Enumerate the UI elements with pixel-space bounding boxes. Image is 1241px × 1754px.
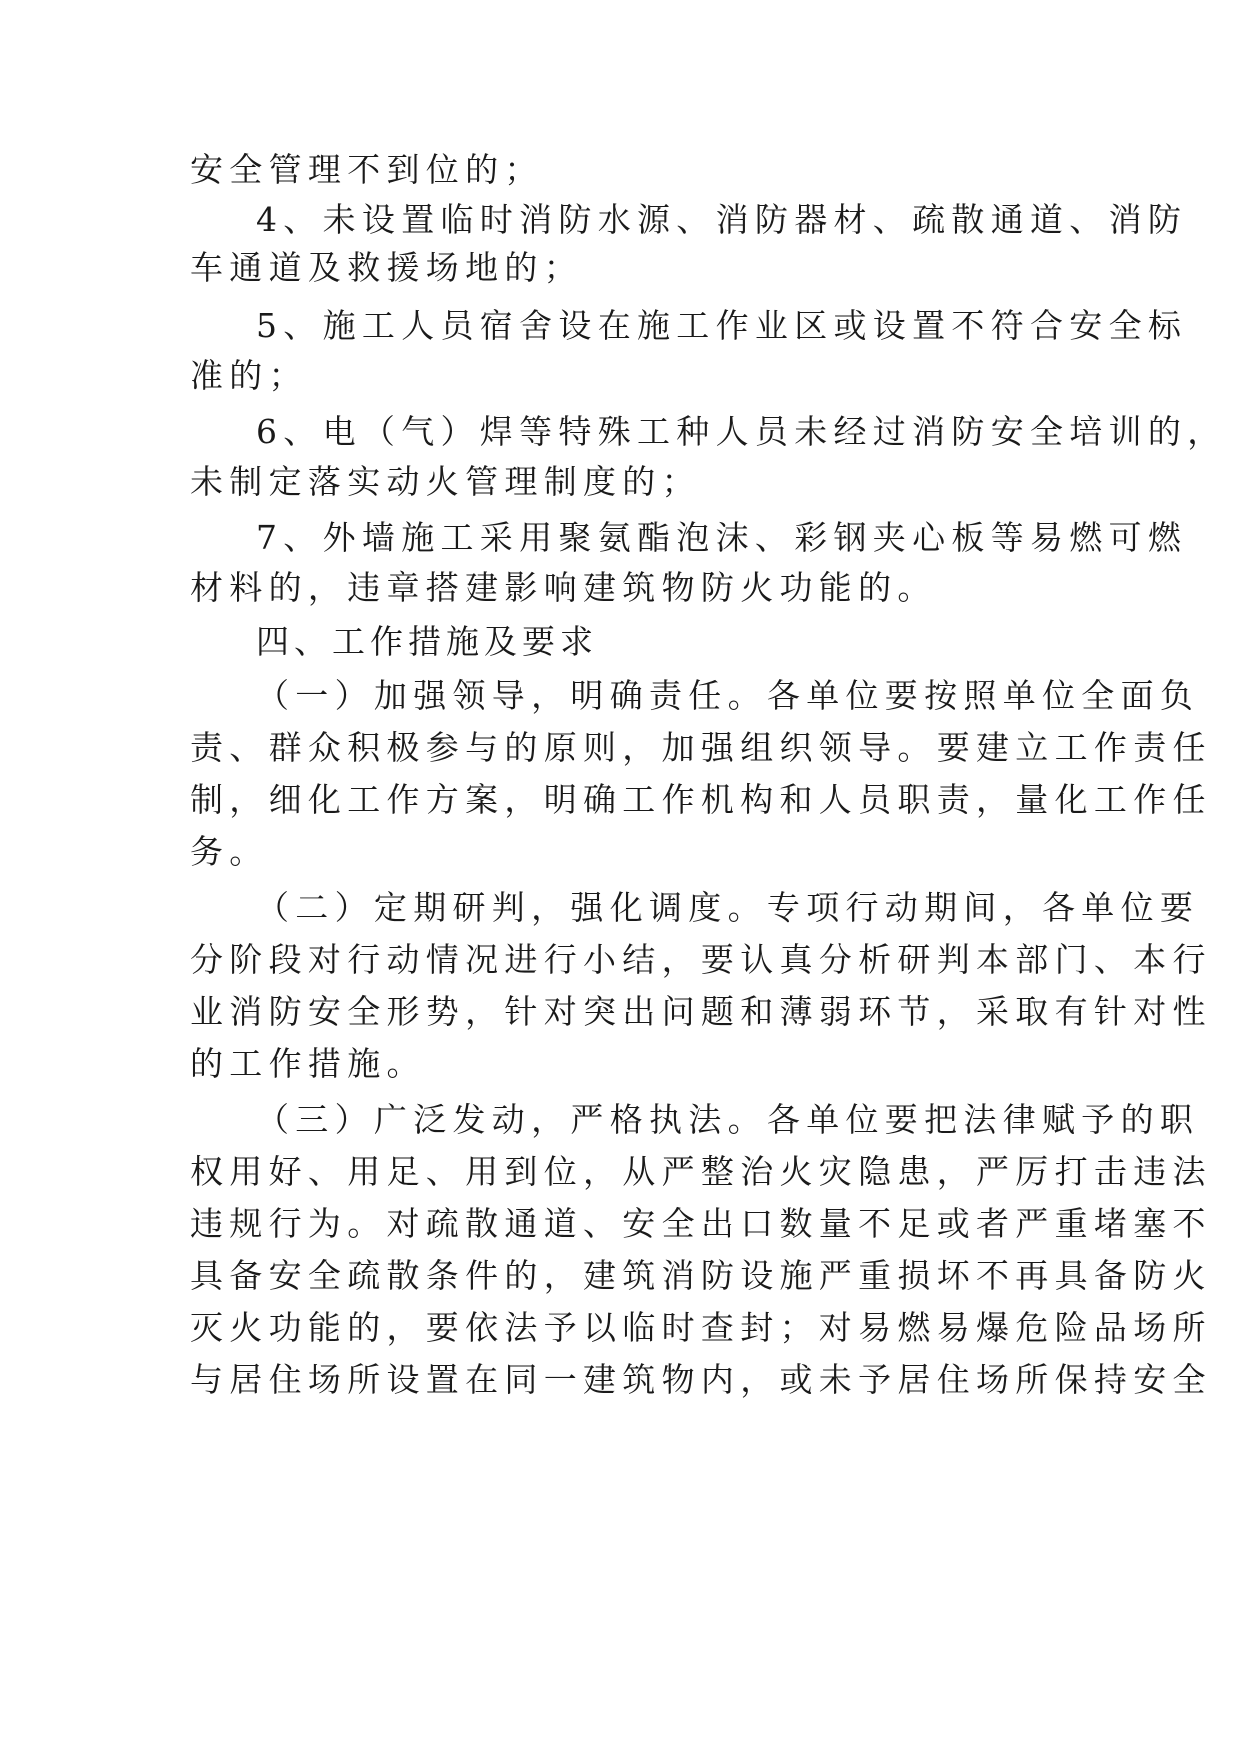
text-line: 责、群众积极参与的原则，加强组织领导。要建立工作责任 [190, 728, 1212, 767]
text-line: 制，细化工作方案，明确工作机构和人员职责，量化工作任 [190, 780, 1212, 819]
text-line: 分阶段对行动情况进行小结，要认真分析研判本部门、本行 [190, 940, 1212, 979]
text-line: 权用好、用足、用到位，从严整治火灾隐患，严厉打击违法 [190, 1152, 1212, 1191]
text-line: 具备安全疏散条件的，建筑消防设施严重损坏不再具备防火 [190, 1256, 1212, 1295]
text-line: 4、未设置临时消防水源、消防器材、疏散通道、消防 [256, 200, 1188, 239]
text-line: 灭火功能的，要依法予以临时查封；对易燃易爆危险品场所 [190, 1308, 1212, 1347]
text-line: 违规行为。对疏散通道、安全出口数量不足或者严重堵塞不 [190, 1204, 1212, 1243]
text-line: 与居住场所设置在同一建筑物内，或未予居住场所保持安全 [190, 1360, 1212, 1399]
text-line: （一）加强领导，明确责任。各单位要按照单位全面负 [256, 676, 1200, 715]
text-line: 未制定落实动火管理制度的； [190, 462, 701, 501]
text-line: 7、外墙施工采用聚氨酯泡沫、彩钢夹心板等易燃可燃 [256, 518, 1188, 557]
text-line: 5、施工人员宿舍设在施工作业区或设置不符合安全标 [256, 306, 1188, 345]
text-line: 6、电（气）焊等特殊工种人员未经过消防安全培训的， [256, 412, 1227, 451]
text-line: （三）广泛发动，严格执法。各单位要把法律赋予的职 [256, 1100, 1200, 1139]
text-line: 的工作措施。 [190, 1044, 426, 1083]
section-heading: 四、工作措施及要求 [256, 622, 598, 661]
text-line: 业消防安全形势，针对突出问题和薄弱环节，采取有针对性 [190, 992, 1212, 1031]
text-line: 车通道及救援场地的； [190, 248, 583, 287]
text-line: 安全管理不到位的； [190, 150, 544, 189]
text-line: 材料的，违章搭建影响建筑物防火功能的。 [190, 568, 937, 607]
text-line: 准的； [190, 356, 308, 395]
text-line: 务。 [190, 832, 269, 871]
text-line: （二）定期研判，强化调度。专项行动期间，各单位要 [256, 888, 1200, 927]
